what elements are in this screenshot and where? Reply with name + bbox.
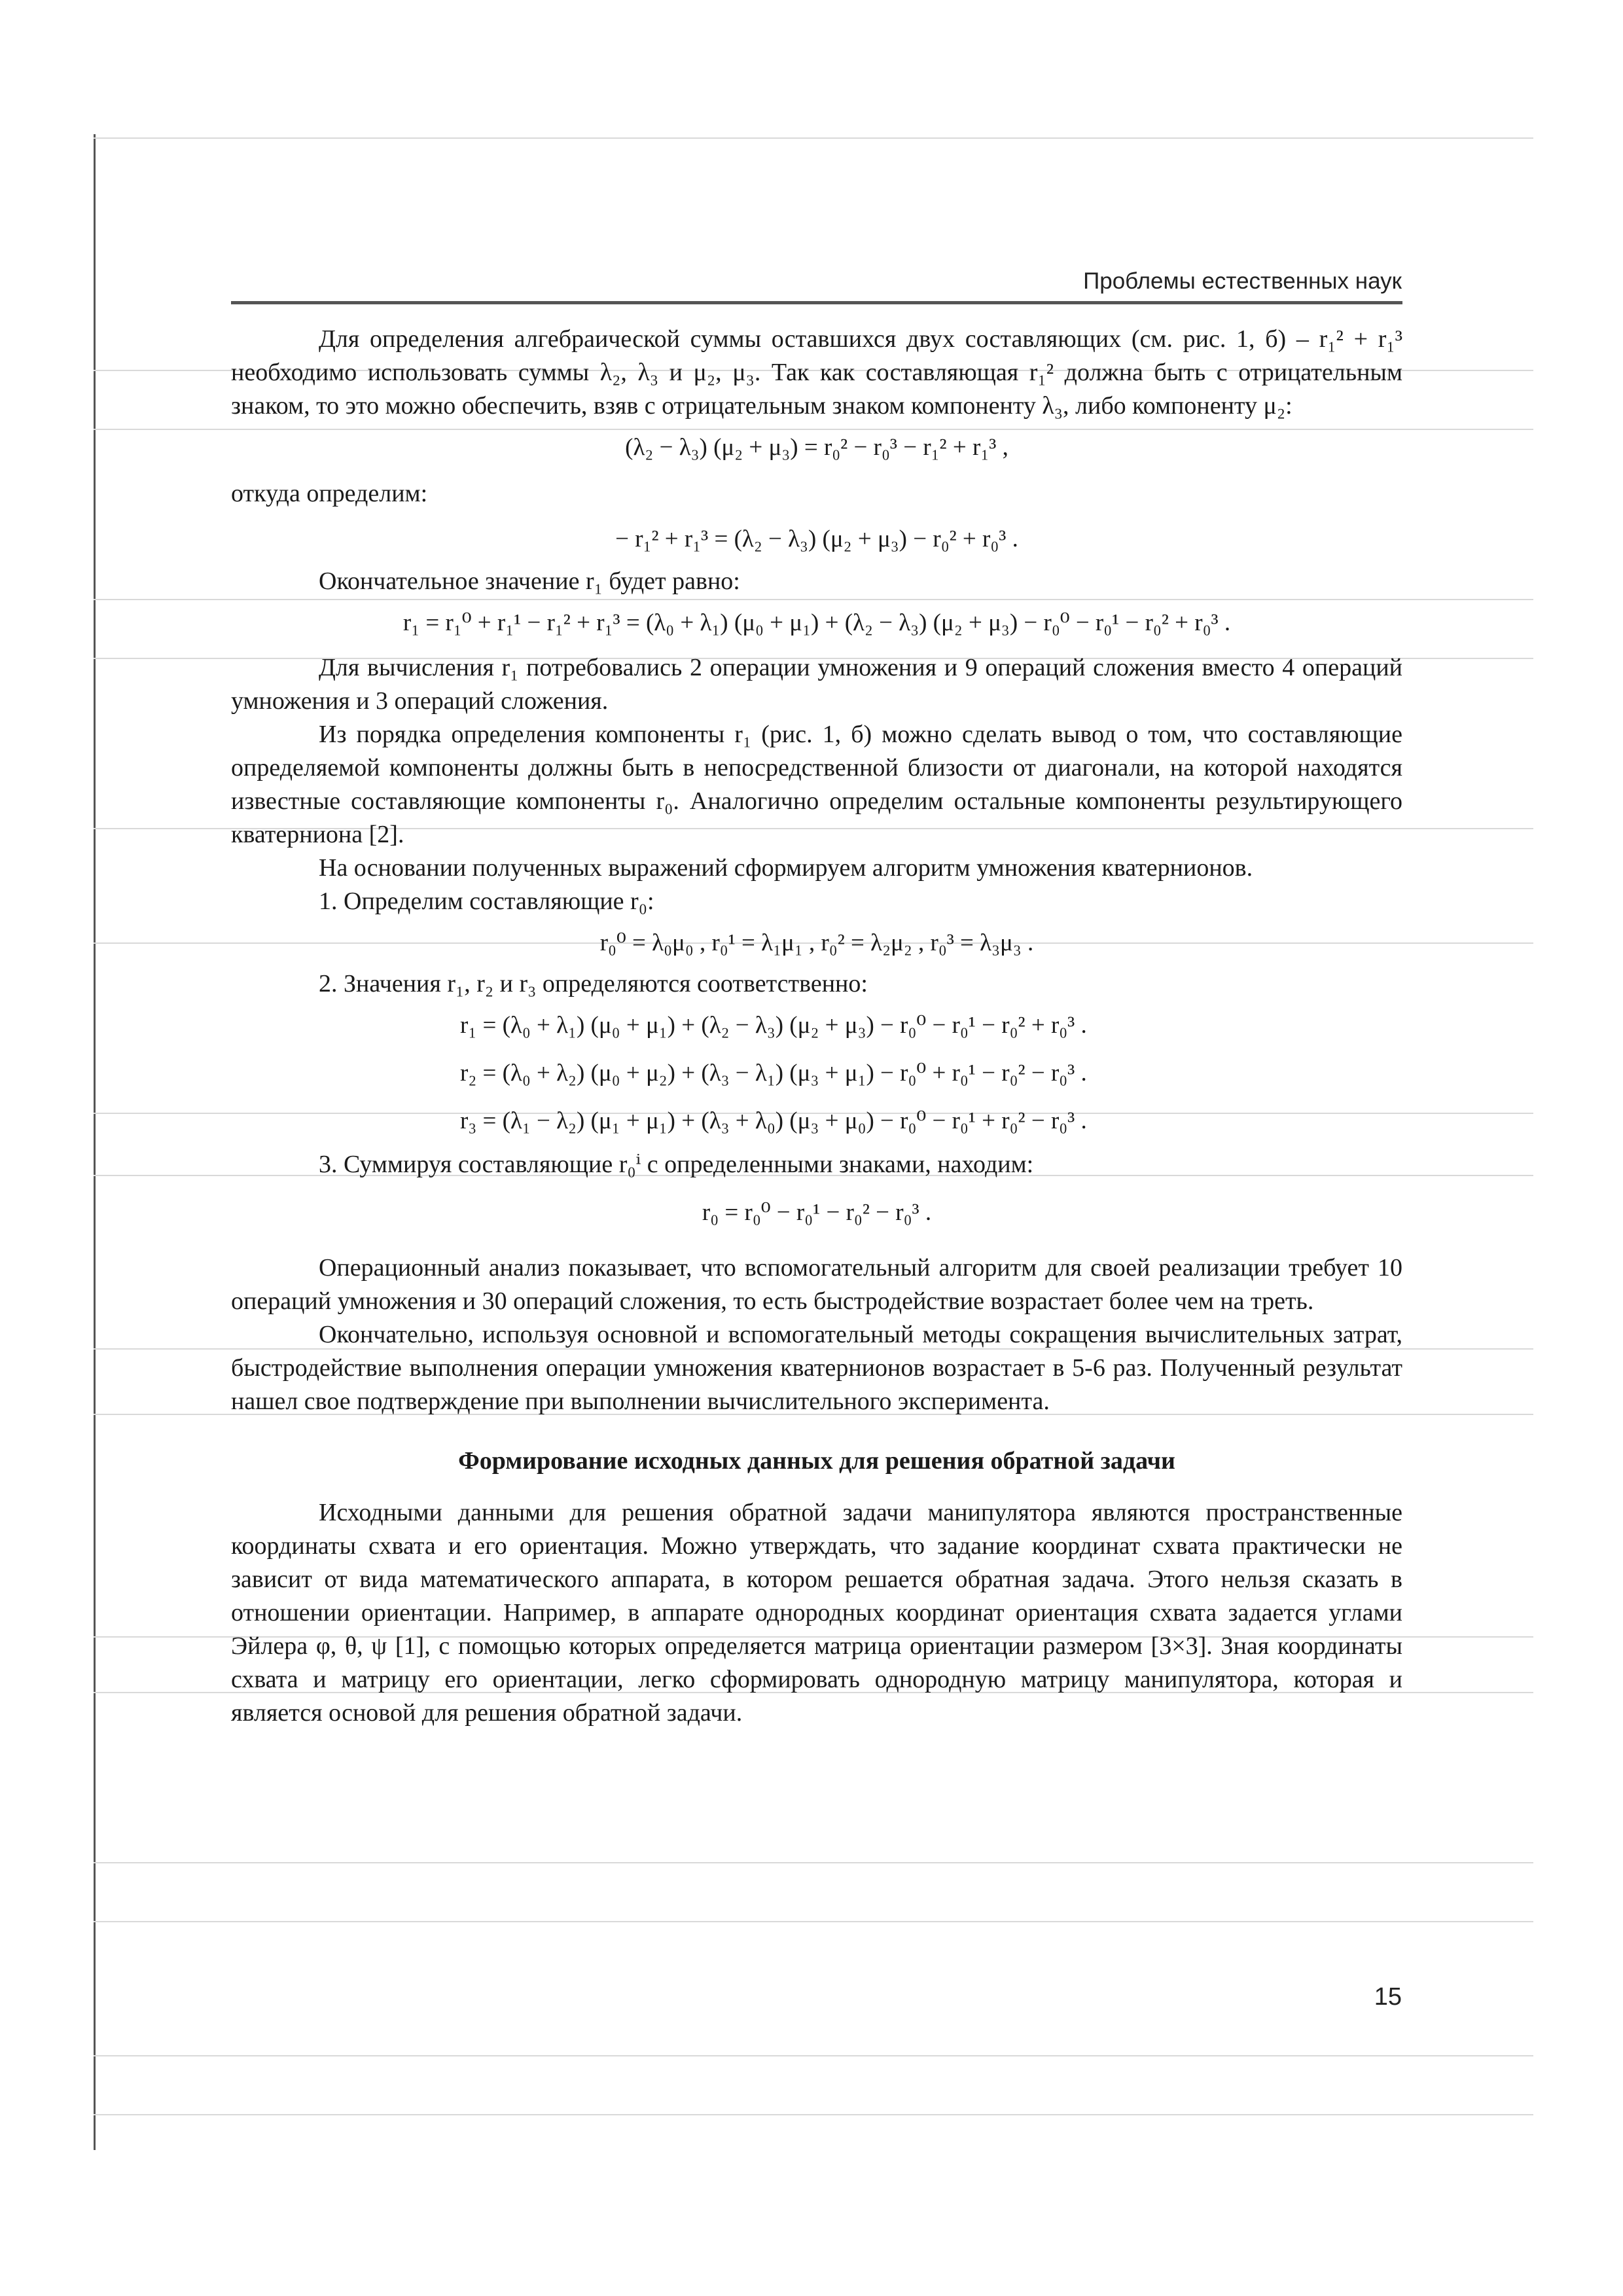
equation-7: r₃ = (λ₁ − λ₂) (μ₁ + μ₁) + (λ₃ + λ₀) (μ₃ + μ₀) − r₀⁰ − r₀¹ + r₀² − r₀³ . [460, 1107, 1087, 1134]
guide-line [94, 2114, 1533, 2115]
paragraph-6: На основании полученных выражений сформируем алгоритм умножения кватернионов. [319, 854, 1253, 882]
guide-line [94, 1862, 1533, 1863]
equation-5: r₁ = (λ₀ + λ₁) (μ₀ + μ₁) + (λ₂ − λ₃) (μ₂ + μ₃) − r₀⁰ − r₀¹ − r₀² + r₀³ . [460, 1012, 1087, 1039]
paragraph-3: Окончательное значение r₁ будет равно: [319, 567, 740, 595]
paragraph-4: Для вычисления r₁ потребовались 2 операции умножения и 9 операций сложения вместо 4 операций умножения и 3 операций сложения. [231, 654, 1402, 715]
running-header: Проблемы естественных наук [1083, 268, 1402, 294]
equation-2: − r₁² + r₁³ = (λ₂ − λ₃) (μ₂ + μ₃) − r₀² + r₀³ . [615, 526, 1018, 552]
paragraph-1: Для определения алгебраической суммы оставшихся двух составляющих (см. рис. 1, б) – r₁² + r₁³ необходимо использовать суммы λ₂, λ₃ и μ₂, μ₃. Так как составляющая r₁² должна быть с отрицательным знаком, то это можно обеспечить, взяв с отрицательным знаком компоненту λ₃, либо компоненту μ₂: [231, 325, 1402, 420]
section-heading: Формирование исходных данных для решения обратной задачи [458, 1447, 1175, 1475]
equation-3: r₁ = r₁⁰ + r₁¹ − r₁² + r₁³ = (λ₀ + λ₁) (μ₀ + μ₁) + (λ₂ − λ₃) (μ₂ + μ₃) − r₀⁰ − r₀¹ − r₀² + r₀³ . [402, 609, 1231, 636]
equation-8: r₀ = r₀⁰ − r₀¹ − r₀² − r₀³ . [702, 1199, 932, 1226]
page-number: 15 [1374, 1983, 1402, 2011]
paragraph-9: Исходными данными для решения обратной задачи манипулятора являются пространственные координаты схвата и его ориентация. Можно утверждать, что задание координат схвата практически не зависит от вида математического аппарата, в котором решается обратная задача. Этого нельзя сказать в отношении ориентации. Например, в аппарате однородных координат ориентация схвата задается углами Эйлера φ, θ, ψ [1], с помощью которых определяется матрица ориентации размером [3×3]. Зная координаты схвата и матрицу его ориентации, легко сформировать однородную матрицу манипулятора, которая и является основой для решения обратной задачи. [231, 1499, 1402, 1727]
step-2: 2. Значения r₁, r₂ и r₃ определяются соответственно: [319, 970, 868, 997]
equation-1: (λ₂ − λ₃) (μ₂ + μ₃) = r₀² − r₀³ − r₁² + r₁³ , [625, 434, 1008, 461]
guide-line [94, 2055, 1533, 2056]
guide-line [94, 1921, 1533, 1922]
margin-line [94, 134, 96, 2150]
header-rule [231, 301, 1402, 304]
body-text [231, 311, 1402, 1730]
paragraph-2: откуда определим: [231, 480, 428, 507]
equation-6: r₂ = (λ₀ + λ₂) (μ₀ + μ₂) + (λ₃ − λ₁) (μ₃ + μ₁) − r₀⁰ + r₀¹ − r₀² − r₀³ . [460, 1060, 1087, 1086]
paragraph-8: Окончательно, используя основной и вспомогательный методы сокращения вычислительных затрат, быстродействие выполнения операции умножения кватернионов возрастает в 5-6 раз. Полученный результат нашел свое подтверждение при выполнении вычислительного эксперимента. [231, 1321, 1402, 1415]
paragraph-7: Операционный анализ показывает, что вспомогательный алгоритм для своей реализации требует 10 операций умножения и 30 операций сложения, то есть быстродействие возрастает более чем на треть. [231, 1254, 1402, 1315]
guide-line [94, 137, 1533, 139]
paragraph-5: Из порядка определения компоненты r₁ (рис. 1, б) можно сделать вывод о том, что составляющие определяемой компоненты должны быть в непосредственной близости от диагонали, на которой находятся известные составляющие компоненты r₀. Аналогично определим остальные компоненты результирующего кватерниона [2]. [231, 721, 1402, 848]
step-1: 1. Определим составляющие r₀: [319, 888, 654, 915]
step-3: 3. Суммируя составляющие r₀ⁱ с определенными знаками, находим: [319, 1151, 1034, 1178]
equation-4: r₀⁰ = λ₀μ₀ , r₀¹ = λ₁μ₁ , r₀² = λ₂μ₂ , r₀³ = λ₃μ₃ . [599, 929, 1034, 956]
